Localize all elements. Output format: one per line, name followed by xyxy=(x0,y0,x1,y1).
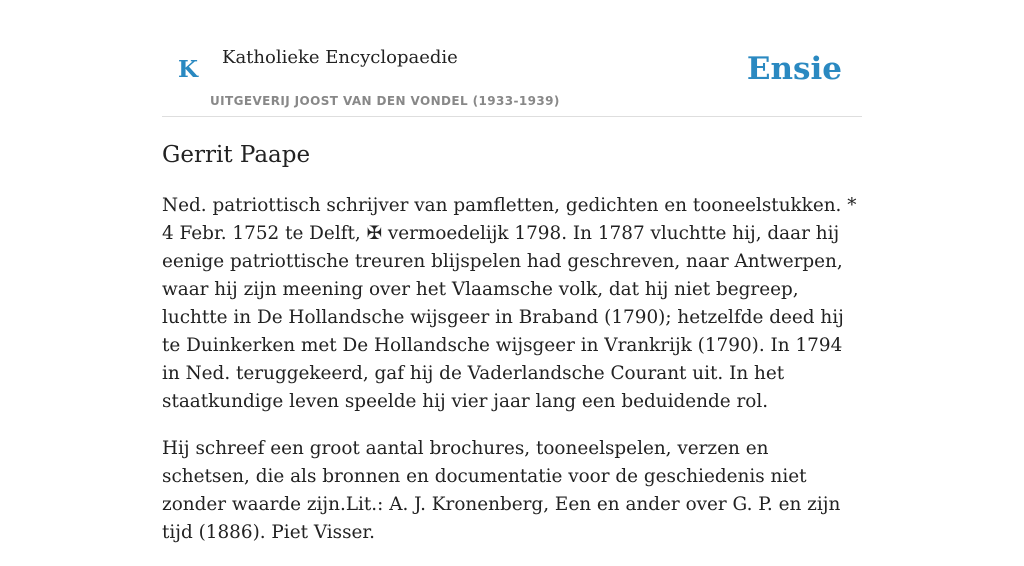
page xyxy=(162,0,862,543)
site-header xyxy=(162,0,862,117)
entry-body xyxy=(162,192,862,566)
encyclopedia-title-link[interactable]: Katholieke Encyclopaedie xyxy=(222,47,458,68)
ensie-brand-logo[interactable]: Ensie xyxy=(746,51,842,87)
entry-paragraph-2: Hij schreef een groot aantal brochures, tooneelspelen, verzen en schetsen, die als bronnen en documentatie voor de geschiedenis niet zonder waarde zijn.Lit.: A. J. Kronenberg, Een en ander over G. P. en zijn tijd (1886). Piet Visser. xyxy=(162,438,841,543)
publisher-label: UITGEVERIJ JOOST VAN DEN VONDEL (1933-1939) xyxy=(210,94,560,108)
entry-paragraph-1: Ned. patriottisch schrijver van pamfletten, gedichten en tooneelstukken. * 4 Febr. 1752 te Delft, ✠ vermoedelijk 1798. In 1787 vluchtte hij, daar hij eenige patriottische treuren blijspelen had geschreven, naar Antwerpen, waar hij zijn meening over het Vlaamsche volk, dat hij niet begreep, luchtte in De Hollandsche wijsgeer in Braband (1790); hetzelfde deed hij te Duinkerken met De Hollandsche wijsgeer in Vrankrijk (1790). In 1794 in Ned. teruggekeerd, gaf hij de Vaderlandsche Courant uit. In het staatkundige leven speelde hij vier jaar lang een beduidende rol. xyxy=(162,195,857,412)
encyclopedia-logo[interactable]: K xyxy=(178,56,198,83)
entry-title: Gerrit Paape xyxy=(162,142,311,168)
